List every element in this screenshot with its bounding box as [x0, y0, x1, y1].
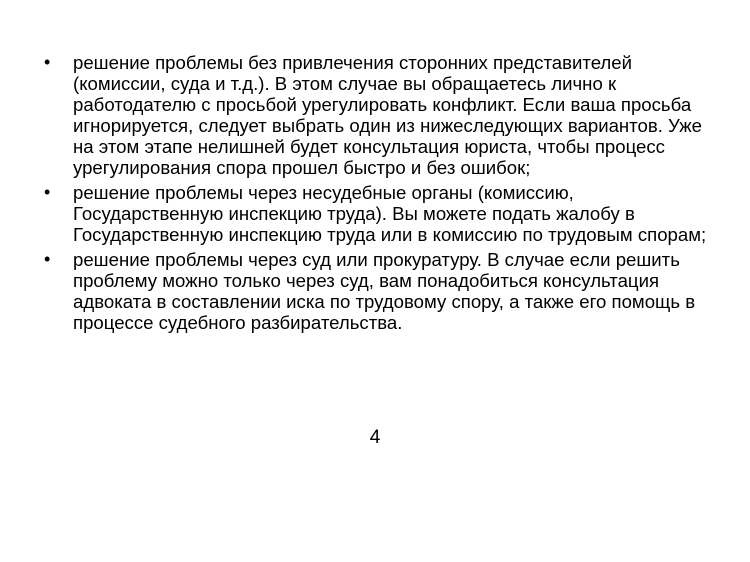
bullet-item-no-third-party	[42, 52, 712, 178]
bullet-text: решение проблемы через несудебные органы (комиссию, Государственную инспекцию труда). Вы можете подать жалобу в Государственную инспекцию труда или в комиссию по трудовым спорам;	[73, 182, 707, 245]
bullet-item-non-judicial	[42, 182, 712, 245]
bullet-text: решение проблемы через суд или прокуратуру. В случае если решить проблему можно только через суд, вам понадобиться консультация адвоката в составлении иска по трудовому спору, а также его помощь в процессе судебного разбирательства.	[73, 249, 696, 333]
bullet-dot-icon: •	[44, 249, 51, 269]
bullet-text: решение проблемы без привлечения сторонних представителей (комиссии, суда и т.д.). В этом случае вы обращаетесь лично к работодателю с просьбой урегулировать конфликт. Если ваша просьба игнорируется, следует выбрать один из нижеследующих вариантов. Уже на этом этапе нелишней будет консультация юриста, чтобы процесс урегулирования спора прошел быстро и без ошибок;	[73, 52, 703, 178]
bullet-item-court	[42, 249, 712, 333]
bullet-dot-icon: •	[44, 182, 51, 202]
bullet-list	[42, 52, 712, 337]
bullet-dot-icon: •	[44, 52, 51, 72]
page-number: 4	[369, 427, 381, 448]
